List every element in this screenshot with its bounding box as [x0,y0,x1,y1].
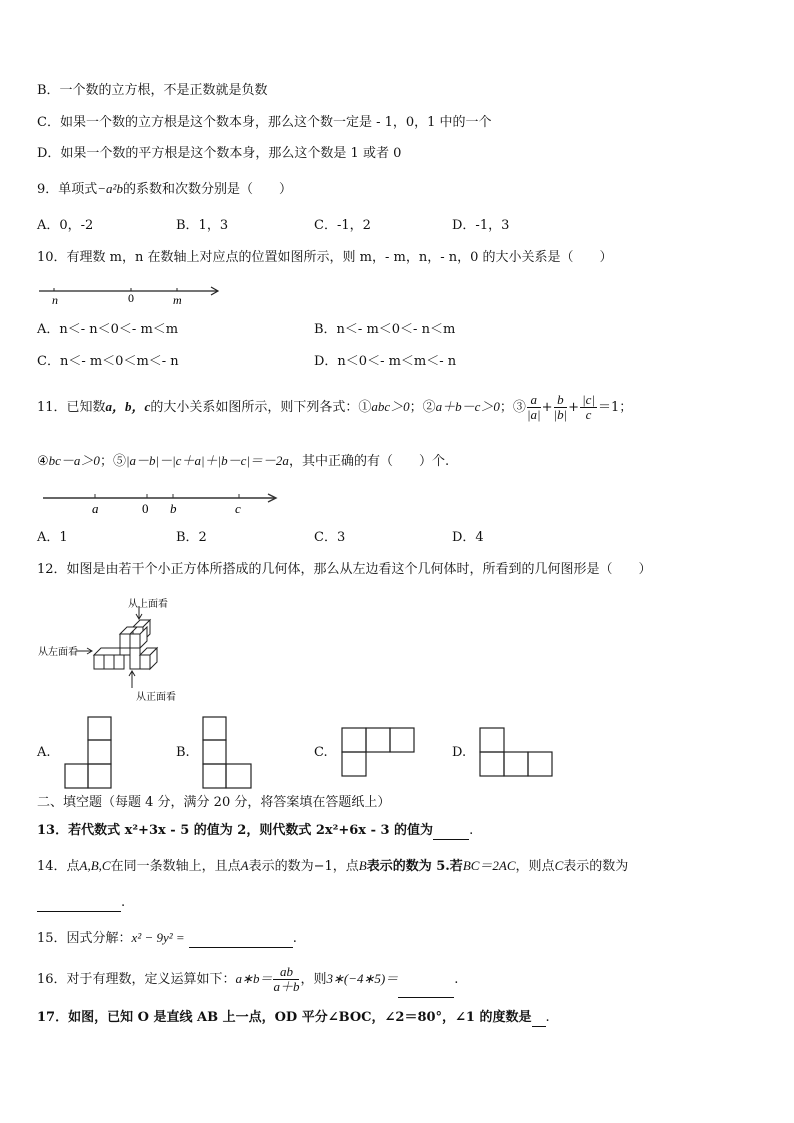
q11-expr-2: a＋b－c＞0 [435,399,500,414]
q11-label-a: a [92,501,99,516]
q14-mid1: 在同一条数轴上，且点 [110,859,241,874]
q11-frac-3: $\frac{|c|}{c}$ [582,392,595,422]
q10-option-c: C．n＜- m＜0＜m＜- n [37,354,179,369]
q13-stem [37,822,473,840]
q10-number-line [37,282,223,306]
q14-mid4: ，则点 [515,859,555,874]
q11-option-a: A．1 [37,530,68,545]
q12-label-front: 从正面看 [136,692,176,703]
q10-stem: 10．有理数 m，n 在数轴上对应点的位置如图所示，则 m，- m，n，- n，0 的大小关系是（ ） [37,250,613,265]
q11-sep-3: ；③ [499,400,526,415]
q11-circle-4: ④ [37,454,49,469]
q14-stem [37,857,628,876]
q9-tail: 的系数和次数分别是（ ） [122,182,292,197]
q11-sep-5: ；⑤ [99,454,126,469]
q11-mid: 的大小关系如图所示，则下列各式：① [150,400,372,415]
q11-frac-2: $\frac{b}{|b|}$ [553,392,568,422]
q13-answer-blank[interactable] [433,839,469,840]
q16-stem [37,961,458,998]
q10-label-n: n [52,293,58,306]
q14-tail: 表示的数为 [563,859,629,874]
q12-option-b-label: B. [176,745,190,760]
q12-option-d-figure [479,727,555,779]
q12-solid-figure [36,596,196,708]
q14-point-a: A [240,858,249,873]
q14-prefix: 14．点 [37,859,80,874]
q16-fraction: $\frac{ab}{a+b}$ [273,964,300,994]
q14-equation: BC＝2AC [462,858,516,873]
q15-expression: x² − 9y² = [131,930,185,945]
q10-option-b: B．n＜- m＜0＜- n＜m [314,322,456,337]
q11-number-line [37,488,282,518]
q11-frac-1: $\frac{a}{|a|}$ [526,392,541,422]
q17-end: . [545,1010,550,1025]
q14-end: . [121,895,126,910]
q12-label-left: 从左面看 [38,647,78,658]
q12-option-b-figure [202,716,254,790]
q15-stem [37,929,297,948]
section-2-heading: 二、填空题（每题 4 分，满分 20 分，将答案填在答题纸上） [37,795,391,810]
q13-end: . [469,823,474,838]
q15-end: . [292,931,297,946]
q16-mid: ，则 [300,972,327,987]
q12-label-top: 从上面看 [128,599,168,610]
q11-tail: ，其中正确的有（ ）个. [288,454,450,469]
q14-point-c: C [554,858,564,873]
q11-prefix: 11．已知数 [37,400,106,415]
q16-answer-blank[interactable] [398,997,454,998]
q11-expr-4: bc－a＞0 [48,453,100,468]
q9-option-d: D．-1，3 [452,218,510,233]
q11-vars: a，b，c [105,399,151,414]
q14-point-b: B [358,858,367,873]
q9-option-c: C．-1，2 [314,218,371,233]
q12-option-d-label: D. [452,745,467,760]
q17-answer-blank[interactable] [532,1026,546,1027]
q8-option-d: D．如果一个数的平方根是这个数本身，那么这个数是 1 或者 0 [37,146,402,161]
q13-text: 13．若代数式 x²+3x - 5 的值为 2，则代数式 2x²+6x - 3 的值为 [37,823,434,838]
q11-sep-2: ；② [409,400,436,415]
q11-label-0: 0 [142,501,149,516]
q16-expression: 3∗(−4∗5)＝ [326,971,399,986]
q11-option-b: B．2 [176,530,207,545]
q14-points: A,B,C [79,858,111,873]
q12-option-c-label: C. [314,745,328,760]
q17-stem [37,1009,550,1027]
q9-option-a: A．0，-2 [37,218,94,233]
q9-monomial: −a²b [97,181,123,196]
q11-label-c: c [235,501,241,516]
q11-label-b: b [170,501,177,516]
q12-option-a-label: A. [37,745,51,760]
q9-stem [37,180,292,199]
q11-expr-1: abc＞0 [371,399,410,414]
q10-label-m: m [173,293,182,306]
q8-option-b: B．一个数的立方根，不是正数就是负数 [37,83,268,98]
q11-stem-line1: 11．已知数a，b，c的大小关系如图所示，则下列各式：①abc＞0；②a＋b－c＞0；③ $\frac{a}{|a|}$ + $\frac{b}{|b|}$ + $\frac{|c|}{c}$ ＝1； [37,392,633,422]
q12-option-a-figure [64,716,114,790]
q17-text: 17．如图，已知 O 是直线 AB 上一点，OD 平分∠BOC，∠2＝80°，∠1 的度数是 [37,1010,532,1025]
q11-expr-3-tail: ＝1； [597,400,633,415]
q14-mid3: 表示的数为 5.若 [366,859,463,874]
q12-stem: 12．如图是由若干个小正方体所搭成的几何体，那么从左边看这个几何体时，所看到的几何图形是（ ） [37,562,652,577]
q11-option-d: D．4 [452,530,484,545]
q10-label-0: 0 [128,291,134,305]
q14-answer-blank[interactable] [37,911,121,912]
q15-answer-blank[interactable] [189,947,293,948]
q14-mid2: 表示的数为−1，点 [248,859,359,874]
q9-option-b: B．1，3 [176,218,229,233]
q16-lhs: a∗b＝ [235,971,273,986]
q8-option-c: C．如果一个数的立方根是这个数本身，那么这个数一定是 - 1，0，1 中的一个 [37,115,492,130]
q14-answer-line [37,894,125,912]
q11-stem-line2 [37,452,449,471]
q12-option-c-figure [341,727,417,779]
q16-end: . [454,972,459,987]
q10-option-a: A．n＜- n＜0＜- m＜m [37,322,179,337]
q16-prefix: 16．对于有理数，定义运算如下： [37,972,236,987]
q9-number: 9．单项式 [37,182,98,197]
q10-option-d: D．n＜0＜- m＜m＜- n [314,354,457,369]
q11-option-c: C．3 [314,530,346,545]
q11-expr-5: |a－b|－|c＋a|＋|b－c|＝－2a [125,453,289,468]
q15-prefix: 15．因式分解： [37,931,132,946]
